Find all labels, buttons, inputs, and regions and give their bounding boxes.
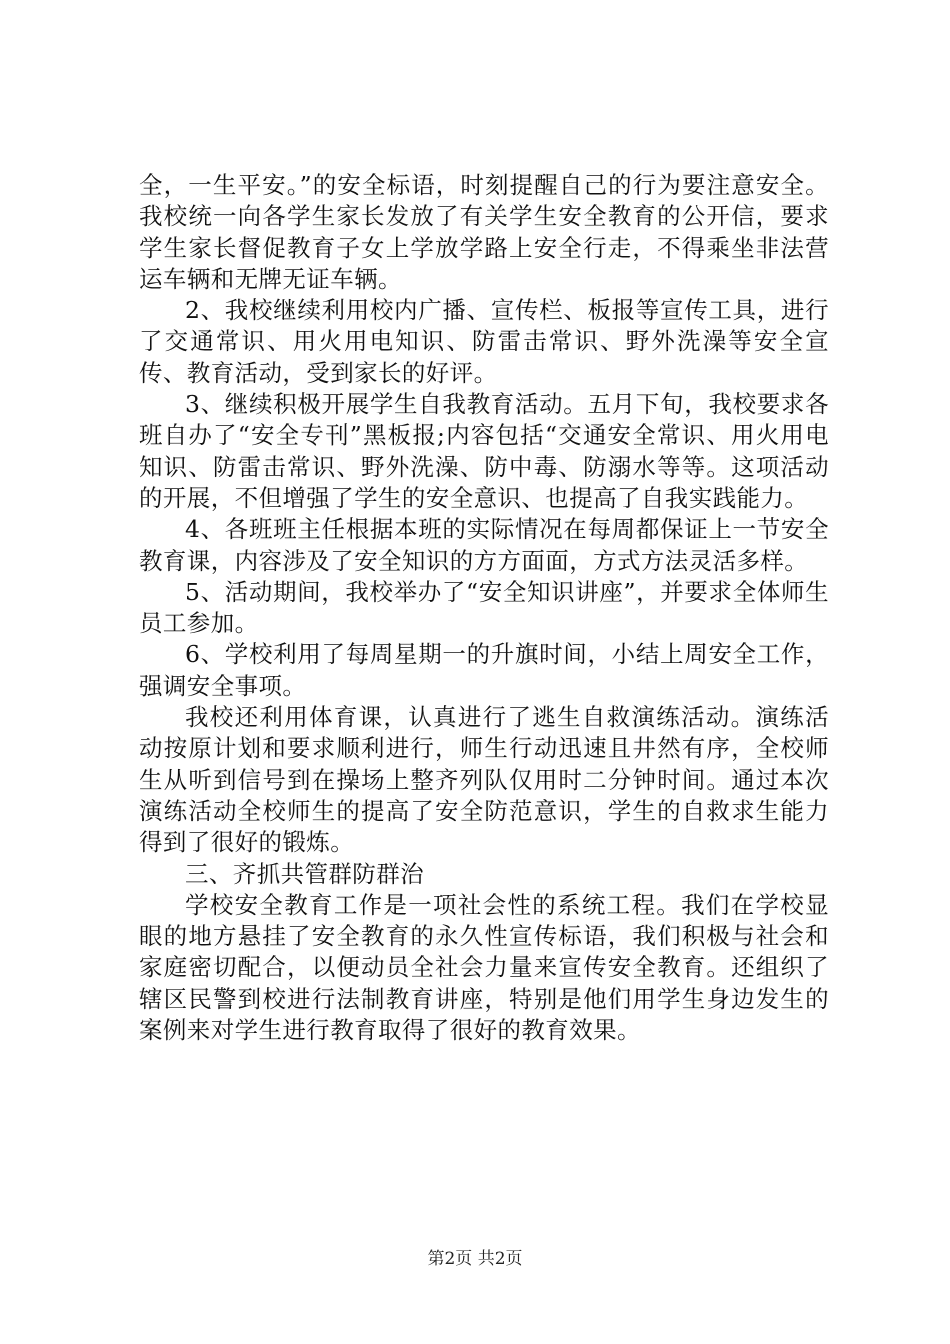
paragraph-item-3: 3、继续积极开展学生自我教育活动。五月下旬，我校要求各班自办了“安全专刊”黑板报;内容包括“交通安全常识、用火用电知识、防雷击常识、野外洗澡、防中毒、防溺水等等。这项活动的开展，不但增强了学生的安全意识、也提高了自我实践能力。 [139, 390, 829, 512]
paragraph-item-2: 2、我校继续利用校内广播、宣传栏、板报等宣传工具，进行了交通常识、用火用电知识、防雷击常识、野外洗澡等安全宣传、教育活动，受到家长的好评。 [139, 296, 829, 387]
section-heading: 三、齐抓共管群防群治 [185, 859, 424, 888]
paragraph-closing: 学校安全教育工作是一项社会性的系统工程。我们在学校显眼的地方悬挂了安全教育的永久性宣传标语，我们积极与社会和家庭密切配合，以便动员全社会力量来宣传安全教育。还组织了辖区民警到校进行法制教育讲座，特别是他们用学生身边发生的案例来对学生进行教育取得了很好的教育效果。 [139, 890, 829, 1045]
paragraph-continuation: 全，一生平安。”的安全标语，时刻提醒自己的行为要注意安全。我校统一向各学生家长发放了有关学生安全教育的公开信，要求学生家长督促教育子女上学放学路上安全行走，不得乘坐非法营运车辆和无牌无证车辆。 [139, 171, 829, 293]
paragraph-item-4: 4、各班班主任根据本班的实际情况在每周都保证上一节安全教育课，内容涉及了安全知识的方方面面，方式方法灵活多样。 [139, 515, 829, 575]
paragraph-item-5: 5、活动期间，我校举办了“安全知识讲座”，并要求全体师生员工参加。 [139, 577, 829, 638]
paragraph-drill: 我校还利用体育课，认真进行了逃生自救演练活动。演练活动按原计划和要求顺利进行，师生行动迅速且井然有序，全校师生从听到信号到在操场上整齐列队仅用时二分钟时间。通过本次演练活动全校师生的提高了安全防范意识，学生的自救求生能力得到了很好的锻炼。 [139, 703, 829, 857]
paragraph-item-6: 6、学校利用了每周星期一的升旗时间，小结上周安全工作，强调安全事项。 [139, 640, 829, 700]
document-body [139, 170, 829, 1046]
page-number-footer: 第2页 共2页 [427, 1249, 523, 1269]
